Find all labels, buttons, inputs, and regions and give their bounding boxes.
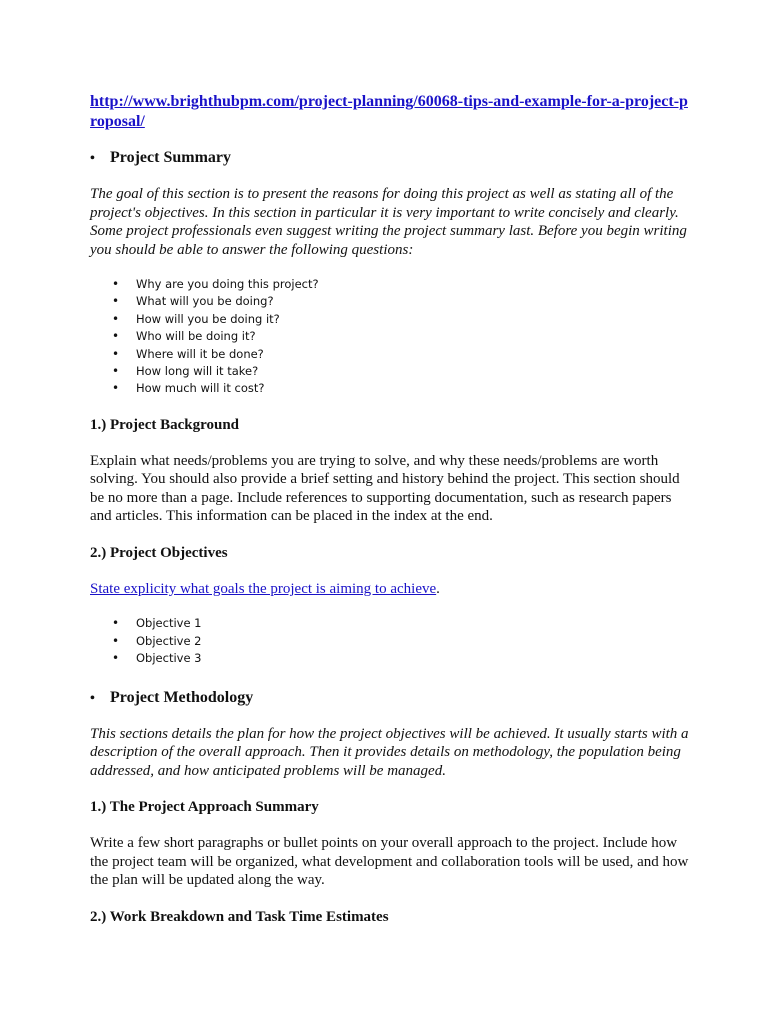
project-methodology-title: Project Methodology: [110, 688, 254, 706]
list-item: • Objective 3: [112, 650, 690, 667]
bullet-icon: •: [112, 616, 120, 631]
list-item: • How will you be doing it?: [112, 311, 690, 328]
bullet-icon: •: [90, 151, 95, 166]
objectives-instruction: State explicity what goals the project is aiming to achieve.: [90, 580, 440, 597]
work-breakdown-heading: 2.) Work Breakdown and Task Time Estimates: [90, 908, 389, 925]
bullet-icon: •: [112, 381, 120, 396]
bullet-icon: •: [112, 311, 120, 326]
bullet-icon: •: [112, 277, 120, 291]
project-summary-title: Project Summary: [110, 149, 231, 166]
bullet-icon: •: [112, 294, 120, 309]
summary-questions-list: [90, 276, 690, 398]
list-item: • How much will it cost?: [112, 380, 690, 397]
source-link[interactable]: http://www.brighthubpm.com/project-planning/60068-tips-and-example-for-a-project-proposal/: [90, 93, 688, 130]
list-item: • Objective 2: [112, 633, 690, 650]
project-summary-intro: The goal of this section is to present the reasons for doing this project as well as stating all of the project's objectives. In this section in particular it is very important to write concisely and clearly. Some project professionals even suggest writing the project summary last. Before you begin writing you should be able to answer the following questions:: [90, 186, 687, 258]
bullet-icon: •: [112, 633, 120, 648]
list-item: • Why are you doing this project?: [112, 276, 690, 293]
list-item: • What will you be doing?: [112, 293, 690, 310]
document-page: [90, 92, 690, 926]
approach-summary-text: Write a few short paragraphs or bullet points on your overall approach to the project. Include how the project team will be organized, what development and collaboration tools will be used, and how the plan will be updated along the way.: [90, 835, 689, 889]
bullet-icon: •: [112, 346, 120, 361]
bullet-icon: •: [112, 651, 120, 666]
list-item: • Who will be doing it?: [112, 328, 690, 345]
project-methodology-heading: [90, 688, 690, 709]
bullet-icon: •: [112, 329, 120, 344]
objectives-link[interactable]: State explicity what goals the project is aiming to achieve: [90, 580, 437, 597]
objectives-list: [90, 615, 690, 667]
project-objectives-heading: 2.) Project Objectives: [90, 544, 228, 561]
bullet-icon: •: [112, 364, 120, 379]
project-background-heading: 1.) Project Background: [90, 416, 240, 433]
bullet-icon: •: [90, 690, 95, 706]
project-methodology-intro: This sections details the plan for how the project objectives will be achieved. It usually starts with a description of the overall approach. Then it provides details on methodology, the population being addressed, and how anticipated problems will be managed.: [90, 725, 689, 779]
list-item: • How long will it take?: [112, 363, 690, 380]
project-background-text: Explain what needs/problems you are trying to solve, and why these needs/problems are worth solving. You should also provide a brief setting and history behind the project. This section should be no more than a page. Include references to supporting documentation, such as research papers and articles. This information can be placed in the index at the end.: [90, 452, 680, 525]
approach-summary-heading: 1.) The Project Approach Summary: [90, 799, 319, 816]
list-item: • Where will it be done?: [112, 346, 690, 363]
list-item: • Objective 1: [112, 615, 690, 632]
project-summary-heading: [90, 148, 690, 169]
